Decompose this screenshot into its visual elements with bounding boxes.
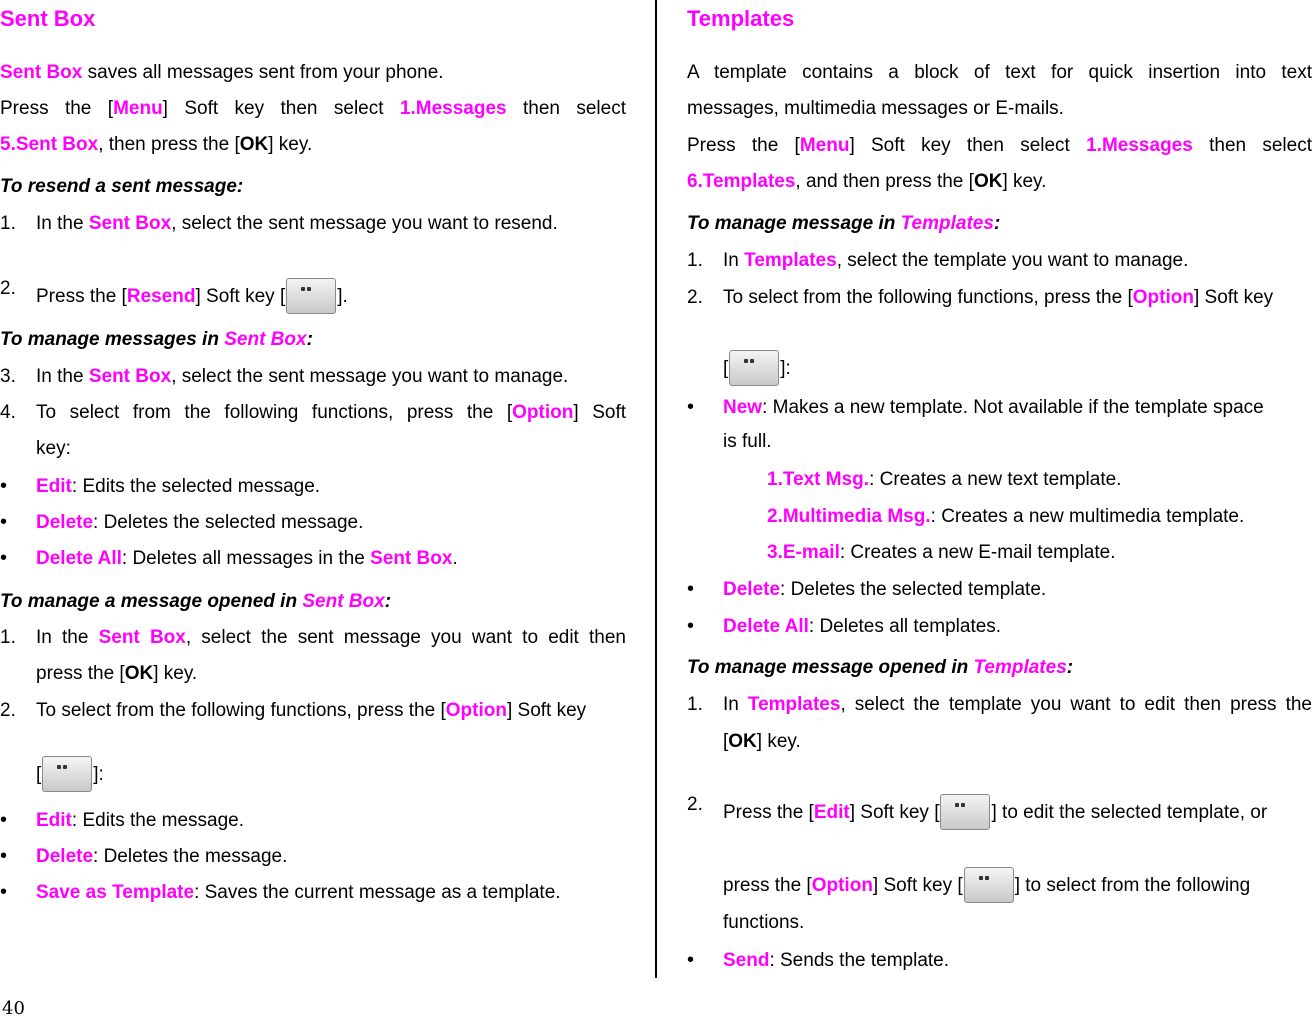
manage-heading: To manage messages in Sent Box: (0, 329, 313, 350)
page-number: 40 (2, 998, 25, 1019)
opened-heading: To manage a message opened in Sent Box: (0, 591, 392, 612)
soft-key-icon (729, 350, 779, 386)
sent-box-title: Sent Box (0, 6, 96, 31)
templates-title: Templates (687, 6, 795, 31)
resend-heading: To resend a sent message: (0, 176, 244, 197)
templates-press-line-2: 6.Templates, and then press the [OK] key. (687, 171, 1047, 192)
sent-box-intro: Sent Box saves all messages sent from your phone. (0, 62, 444, 83)
soft-key-icon (964, 867, 1014, 903)
column-divider (655, 0, 657, 978)
templates-opened-heading: To manage message opened in Templates: (687, 657, 1074, 678)
templates-manage-heading: To manage message in Templates: (687, 213, 1001, 234)
templates-press-line: Press the [Menu] Soft key then select 1.Messages then select (687, 135, 1312, 156)
soft-key-icon (940, 794, 990, 830)
sent-box-press-line-2: 5.Sent Box, then press the [OK] key. (0, 134, 313, 155)
templates-intro: A template contains a block of text for quick insertion into text (687, 62, 1312, 83)
soft-key-icon (42, 756, 92, 792)
soft-key-icon (286, 278, 336, 314)
sent-box-press-line: Press the [Menu] Soft key then select 1.Messages then select (0, 98, 626, 119)
templates-intro-2: messages, multimedia messages or E-mails. (687, 98, 1064, 119)
